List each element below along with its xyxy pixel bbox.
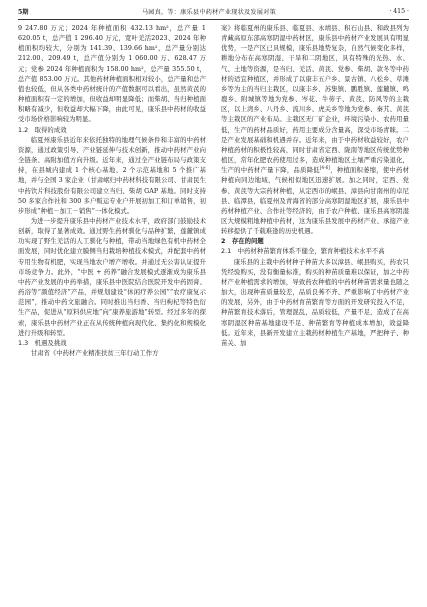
paragraph: 9 247.80 万元；2024 年种植面积 432.13 hm²，总产量 1 620.05 t，总产值 1 296.40 万元，宽叶羌活2023、2024 年种植面积均较大，分别为 141.39、139.66 hm²，总产量分别达 212.00、209.49 t，总产值分别为 1 060.00 万、628.47 万元；党参 2024 年种植面积为 158.00 hm²，总产量 355.50 t，总产值 853.00 万元。其他药材种植面积相对较小，总产量和总产值也较低，但从各类中药材统计的产值数据可以看出，虽然黄芪的种植面积有一定的增加，但收益却明显降低；而柴胡、当归种植面积略有减少，但收益却大幅下降，由此可见，康乐县中药材的收益受市场价格影响较为明显。 xyxy=(18,25,206,124)
paragraph: 康乐县的主栽中药材种子种苗大多以漳县、岷县购买，药农只凭经验购买，没有衡量标准，购买的种苗质量难以保证，加之中药材产业种植需求的增加，导致药农种植的中药材种苗需求量也随之加大，出现种苗质量较差，品质良莠不齐、严重影响了中药材产业的发展，另外，由于中药材育苗繁育等方面的开发研究投入不足，种苗繁育技术落后，管理混乱，品质较低，产量不足，造成了在高寒阴湿区种苗基地建设不足、种苗繁育等种植成本增加，效益降低。近年来，县新开发建立主栽药材种植生产基地，严把种子、种苗关、加 xyxy=(221,258,409,347)
subsection-heading-2-1: 2.1 中药材种苗繁育体系不健全，繁育种植技术水平不高 xyxy=(221,248,385,256)
page-number: · 415 · xyxy=(389,7,409,15)
paragraph: 甘肃省《中药材产业精准扶贫三年行动工作方 xyxy=(30,350,159,357)
citation-ref: [4-6] xyxy=(319,165,330,171)
running-title: 马园真，等：康乐县中药材产业现状及发展对策 xyxy=(141,8,276,16)
subsection-heading-1-3: 1.3 机遇及挑战 xyxy=(18,339,67,347)
section-heading-2: 2 存在的问题 xyxy=(221,238,264,246)
paragraph: 临夏州康乐县近年来依托独特的地理气候条件和丰富的中药材资源，通过政策引导、产业链延伸与技术创新，推动中药材产业向全链条、高附加值方向升级。近年来，通过全产业链布局与政策支持，在县城内建成 1 个核心基地、2 个示范基地和 5 个推广基地，并与全国 3 家企业（甘肃岷归中药材科技有限公司、甘肃民生中药饮片科技股份有限公司建立当归、柴胡 GAP 基地。同时支持 50 多家合作社和 300 多户贩运专业户开展初加工和订单销售，初步形成“种植－加工－销售”一体化模式。 xyxy=(18,136,206,215)
left-column xyxy=(18,24,206,359)
paragraph: 为进一步提升康乐县中药材产业技术水平，政府部门鼓励技术创新，取得了显著成效。通过野生药材驯化与品种扩繁，莲麓镇成功实现了野生羌活的人工驯化与种植，带动当地绿色有机中药材全面发展，同时优化建立膜侧当归栽培种植技术模式，并配套中药材专用生物有机肥，实现当地农户增产增收。并通过无公害认证提升市场竞争力。此外，“中医 + 药养”融合发展模式逐渐成为康乐县中药产业发展的中药举措，康乐县中医院结合医院开发中药固膏、药浴等“颜值经济”产品，并规划建设“休闲疗养公园”“农疗康复示范园”，推动中药文旅融合。同时推出当归香、当归枸杞等特色衍生产品，促进从“原料供应地”向“康养旅游地”转型。经过多年的探索，康乐县中药材产业正在从传统种植向现代化、集约化和规模化进行升级和转型。 xyxy=(18,217,206,337)
page-header xyxy=(18,6,409,16)
subsection-heading-1-2: 1.2 取得的成效 xyxy=(18,126,67,134)
paragraph-with-citation: 案》将临夏州的康乐县、临夏县、永靖县、积石山县、和政县列为青藏高原东部高寒阴湿中药材区，康乐县中药材产业发展具有明显优势，一是产区已具规模，康乐县地势复杂，自然气候变化多样，耕地分布在高寒阴湿、干旱和二阴地区，具有特殊的光热、水、气、土地等资源，是当归、羌活、黄芪、党参、柴胡、款冬等中药材的适宜种植区，并形成了以康丰五户乡、景古镇、八松乡、草滩乡等为主的当归主栽区，以康丰乡、苏集镇、鹏胜镇、莲麓镇、鸣鹿乡、附城镇等地为党参、岑花、牛蒡子、黄芪、防风等的主栽区，以上湾乡、八丹乡、流川乡、虎关乡等地为党参、秦艽、黄芪等主栽区的产业布局。主栽区无厂矿企业，环境污染小、农药用量低，生产的药材品质好，药用主要成分含量高，深受市场青睐。二是产业发展基础和机遇并存。近年来，由于中药材收益较好，农户种植药材的积极性较高，同时甘肃省定西、陇南等地区传统优势种植区，常年化肥农药使用过多，造成种植地区土壤严重污染退化，生产的中药材产量下降，品质降低[4-6]，种植面积萎缩，使中药材种植向同边地域，气候相似地区迅速扩展。加之同时，定西、党参、黄芪等大宗药材种植，从定西市的岷县、漳县向甘南州的卓尼县、临潭县，临夏州及青海省的部分高寒阴湿地区扩展，康乐县中药材种植产业、合作社等经济的，由于农户种植、康乐县高寒阴湿区大规模粗地种植中药材，这为康乐县发展中药材产业、承接产业转移提供了千载难逢的历史机遇。 xyxy=(221,25,409,236)
header-rule xyxy=(18,19,409,20)
right-column xyxy=(221,24,409,349)
issue-label: 5期 xyxy=(18,8,29,16)
